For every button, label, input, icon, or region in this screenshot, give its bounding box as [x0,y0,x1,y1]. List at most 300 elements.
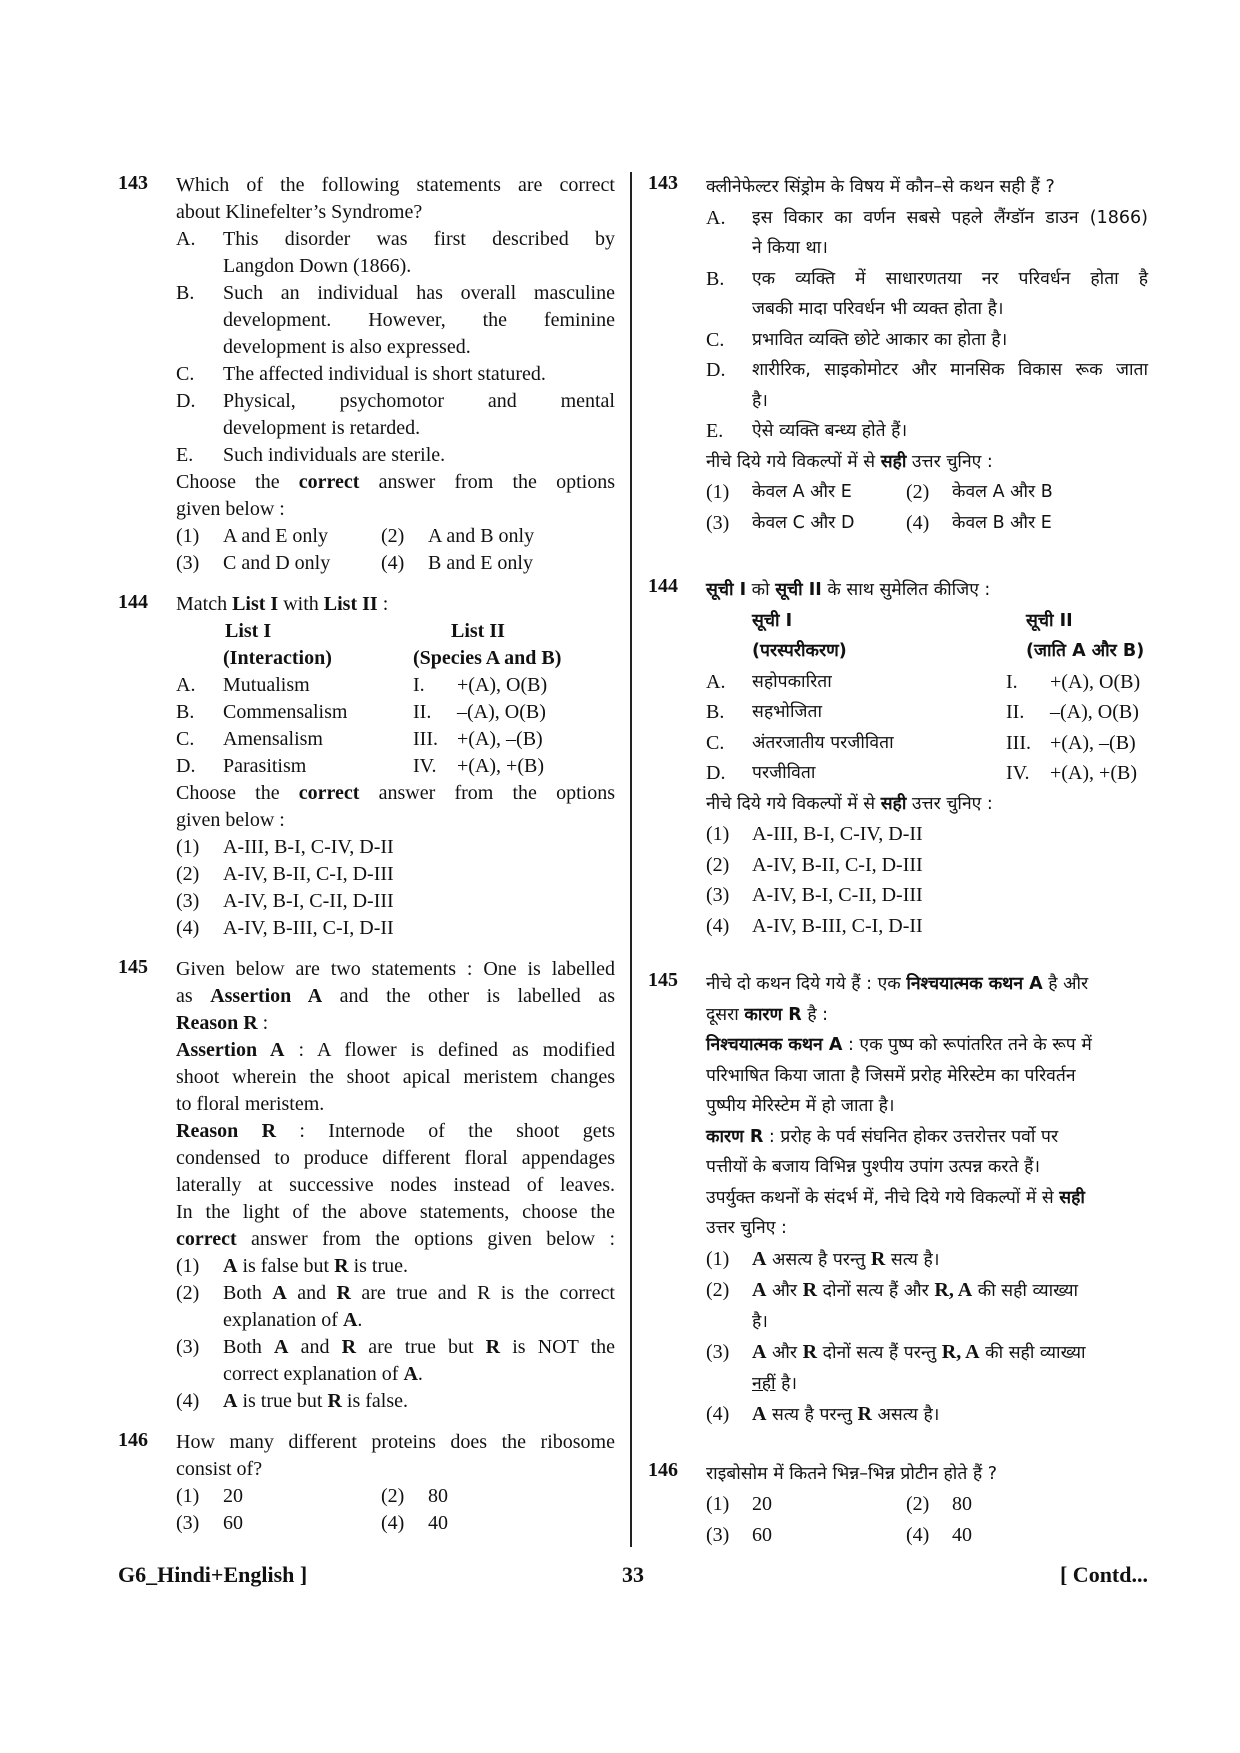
match-row-value: +(A), +(B) [457,755,544,777]
option-2[interactable] [176,861,615,888]
question-146-hi [648,1459,1148,1551]
text: की सही व्याख्या [979,1343,1086,1363]
question-144-hi [648,575,1148,941]
instruction-bold: सही [880,451,907,472]
instruction-text: उत्तर चुनिए : [906,793,993,814]
stem-text: के साथ सुमेलित कीजिए : [821,580,991,600]
question-stem [176,1010,615,1037]
option-number: (4) [176,1390,200,1412]
instruction-text: given below : [176,498,285,520]
option-1[interactable] [706,477,906,508]
option-2[interactable] [706,850,1148,881]
option-3[interactable] [176,550,381,577]
text: दोनों सत्य हैं परन्तु [817,1343,942,1363]
text: और [766,1281,803,1301]
instruction-text: Choose the [176,471,299,493]
question-143-hi [648,172,1148,538]
option-text: केवल B और E [952,512,1052,533]
option-4[interactable] [381,550,533,577]
statement-D [176,388,615,442]
question-number: 143 [118,172,148,194]
bold-R: R [327,1390,342,1412]
statement-A [176,226,615,280]
question-number: 145 [118,956,148,978]
statement-label: D. [706,359,726,381]
question-stem: about Klinefelter’s Syndrome? [176,201,423,223]
match-row-roman: II. [1006,701,1025,723]
statement-B [706,264,1148,325]
option-number: (3) [176,1336,200,1358]
option-4[interactable] [176,1388,615,1415]
bold-A: A [272,1282,287,1304]
column-divider [630,172,632,1547]
option-number: (4) [906,511,930,534]
reason-text: : प्ररोह के पर्व संघनित होकर उत्तरोत्तर पर्वो पर [763,1126,1059,1147]
bold-A: A [752,1341,767,1363]
choose-instruction [706,789,1148,820]
statement-text: Langdon Down (1866). [223,255,412,277]
assertion-text: to floral meristem. [176,1093,325,1115]
choose-instruction [176,469,615,496]
match-row-key: A. [706,670,726,693]
option-2[interactable] [381,1483,448,1510]
match-row-key: A. [176,674,196,696]
stem-bold: सूची I [706,580,747,600]
statement-text: Such an individual has overall masculine [223,282,615,304]
choose-instruction [706,447,1148,478]
match-row-species [413,672,673,699]
instruction-bold: सही [1059,1187,1085,1208]
option-1[interactable] [176,1253,615,1280]
option-text: 40 [952,1523,972,1546]
option-3[interactable] [706,1520,906,1551]
match-row-item: अंतरजातीय परजीविता [752,732,894,753]
bold-R: R [485,1336,501,1358]
option-text: A-III, B-I, C-IV, D-II [752,823,923,845]
match-row-roman: I. [1006,670,1018,693]
statement-text: जबकी मादा परिवर्धन भी व्यक्त होता है। [752,299,1004,319]
option-3[interactable] [176,888,615,915]
page-number: 33 [622,1562,644,1587]
statement-text: Such individuals are sterile. [223,444,446,466]
column-header: (परस्परीकरण) [752,641,847,661]
option-1[interactable] [176,834,615,861]
text: is true but [237,1390,328,1412]
option-1[interactable] [176,1483,381,1510]
match-row-item: सहभोजिता [752,702,822,722]
question-number: 144 [648,575,678,597]
text: Both [223,1282,273,1304]
statement-label: C. [176,363,195,385]
instruction-bold: सही [880,793,907,814]
match-row-key: B. [176,701,195,723]
option-number: (3) [706,884,730,906]
option-2[interactable] [906,1489,972,1520]
option-number: (3) [176,1512,200,1534]
match-row-item: Amensalism [223,728,323,750]
question-number: 145 [648,969,678,991]
option-number: (1) [706,1247,730,1270]
instruction-bold: correct [298,782,360,804]
bold-A: A [752,1403,767,1425]
option-3[interactable] [176,1334,615,1388]
stem-text: नीचे दो कथन दिये गये हैं : एक [706,974,907,994]
bold-A: A [752,1279,767,1301]
options-row [706,1489,1148,1520]
option-text [752,1275,1148,1337]
question-stem: Given below are two statements : One is labelled [176,958,615,980]
stem-text: : [257,1012,269,1034]
match-row-species [413,753,673,780]
match-row-value: +(A), O(B) [1050,670,1141,693]
instruction-text: answer from the options [359,471,615,493]
option-4[interactable] [381,1510,448,1537]
stem-text: Match [176,593,233,615]
match-row-item: Mutualism [223,674,310,696]
option-number: (1) [176,836,200,858]
text: is NOT the [500,1336,615,1358]
instruction [176,1226,615,1253]
match-rows [706,667,1148,789]
option-text [223,1253,408,1280]
question-stem [706,969,1148,1000]
reason-text: : Internode of the shoot gets [276,1120,615,1142]
option-number: (3) [706,511,730,534]
stem-bold: सूची II [775,580,822,600]
instruction-text: नीचे दिये गये विकल्पों में से [706,451,881,472]
assertion-label: Assertion A [176,1039,285,1061]
option-text: C and D only [223,552,331,574]
option-4[interactable] [906,508,1052,539]
option-3[interactable] [706,1337,1148,1399]
question-stem [706,1000,1148,1031]
option-number: (1) [176,1255,200,1277]
option-number: (2) [706,853,730,876]
option-text: 60 [223,1512,243,1534]
option-text: B and E only [428,552,533,574]
question-stem [176,983,615,1010]
option-1[interactable] [176,523,381,550]
statement-label: E. [176,444,194,466]
match-row-species [413,726,673,753]
reason-text: laterally at successive nodes instead of leaves. [176,1174,615,1196]
match-row-roman: III. [413,728,438,750]
option-number: (1) [176,525,200,547]
assertion-text: पुष्पीय मेरिस्टेम में हो जाता है। [706,1096,895,1116]
match-row-key: D. [706,762,726,784]
bold-A: A [223,1390,238,1412]
option-number: (3) [706,1523,730,1546]
option-text: A-IV, B-I, C-II, D-III [752,884,923,906]
hindi-column [648,172,1148,1550]
match-row-roman: IV. [1006,762,1030,784]
statement-D [706,355,1148,416]
footer-code: G6_Hindi+English ] [118,1562,308,1587]
option-3[interactable] [706,880,1148,911]
instruction-text: उत्तर चुनिए : [706,1218,787,1238]
option-text: केवल C और D [752,512,855,533]
bold-R: R [870,1247,886,1270]
option-text: केवल A और B [952,482,1053,502]
option-text: 80 [428,1485,448,1507]
question-146-en [118,1429,615,1537]
match-row-item: परजीविता [752,763,816,783]
assertion-text: परिभाषित किया जाता है जिसमें प्ररोह मेरिस्टेम का परिवर्तन [706,1065,1076,1086]
statement-text: development. However, the feminine [223,309,615,331]
question-number: 146 [118,1429,148,1451]
statement-text: ने किया था। [752,238,828,258]
option-4[interactable] [706,911,1148,942]
statement-text: शारीरिक, साइकोमोटर और मानसिक विकास रूक जाता [752,360,1148,380]
option-number: (4) [381,1512,405,1534]
text: है। [775,1373,798,1394]
option-text: A-IV, B-III, C-I, D-II [752,914,923,937]
bold-A: A [223,1255,238,1277]
english-column [118,172,615,1537]
option-text: 60 [752,1523,772,1546]
continued-label: [ Contd... [1059,1562,1148,1587]
column-header: सूची I [752,610,793,631]
question-number: 146 [648,1458,678,1481]
option-number: (3) [176,890,200,912]
question-stem: राइबोसोम में कितने भिन्न–भिन्न प्रोटीन होते हैं ? [706,1463,998,1484]
option-number: (2) [906,1493,930,1515]
bold-A: A [403,1363,418,1385]
statement-label: C. [706,328,725,351]
statement-text: development is also expressed. [223,336,471,358]
option-number: (4) [176,917,200,939]
stem-bold: Reason R [176,1012,258,1034]
match-row-roman: IV. [413,755,437,777]
question-number: 144 [118,591,148,613]
bold-R: R [336,1282,351,1304]
match-row-key: C. [706,731,725,754]
option-number: (2) [906,481,930,503]
option-text: केवल A और E [752,482,852,502]
option-1[interactable] [706,819,1148,850]
choose-instruction [176,780,615,807]
reason-text: पत्तीयों के बजाय विभिन्न पुश्पीय उपांग उत्पन्न करते हैं। [706,1157,1041,1177]
instruction-text: Choose the [176,782,299,804]
column-header: सूची II [1026,610,1073,631]
statement-label: B. [176,282,195,304]
bold-R: R [857,1403,872,1425]
question-stem [176,591,615,618]
options-row [176,1510,615,1537]
match-row-item: सहोपकारिता [752,671,832,692]
question-stem [706,575,1148,606]
bold-R: R [334,1255,349,1277]
statement-label: B. [706,267,725,290]
option-text: A-IV, B-III, C-I, D-II [223,917,394,939]
option-text [752,1399,939,1431]
statement-text: इस विकार का वर्णन सबसे पहले लैंग्डॉन डाउन (1866) [752,207,1148,228]
column-header: List I [225,620,272,642]
options-row [176,550,615,577]
text: की सही व्याख्या [972,1281,1079,1301]
text: असत्य है परन्तु [766,1249,871,1270]
statement-label: E. [706,420,724,442]
instruction-text: नीचे दिये गये विकल्पों में से [706,793,881,814]
option-text [223,1334,615,1388]
option-text: A and E only [223,525,328,547]
option-text: A-III, B-I, C-IV, D-II [223,836,394,858]
instruction-text: उपर्युक्त कथनों के संदर्भ में, नीचे दिये गये विकल्पों में से [706,1187,1060,1208]
statement-label: A. [706,206,726,229]
options-row [176,1483,615,1510]
text: is true. [348,1255,408,1277]
stem-bold: List I [232,593,279,615]
stem-text: दूसरा [706,1004,745,1025]
instruction-text: given below : [176,809,285,831]
reason-label: कारण R [706,1126,764,1147]
question-stem: How many different proteins does the ribosome [176,1431,615,1453]
match-row-species [1006,697,1206,728]
match-row-item: Commensalism [223,701,348,723]
text: are true and R is the correct [350,1282,615,1304]
option-text: 40 [428,1512,448,1534]
option-number: (2) [176,863,200,885]
option-text: A and B only [428,525,535,547]
match-row-value: –(A), O(B) [1050,701,1139,723]
statement-text: एक व्यक्ति में साधारणतया नर परिवर्धन होता है [752,268,1148,289]
option-1[interactable] [706,1244,1148,1276]
match-row-roman: II. [413,701,432,723]
text: Both [223,1336,275,1358]
match-row-roman: I. [413,674,425,696]
options-row [706,508,1148,539]
column-header: (Interaction) [223,647,332,669]
option-number: (1) [176,1485,200,1507]
stem-text: को [746,580,776,600]
options-row [706,1520,1148,1551]
option-number: (3) [176,552,200,574]
assertion-label: निश्चयात्मक कथन A [706,1035,843,1055]
option-2[interactable] [706,1275,1148,1337]
statement-A [706,203,1148,264]
text: है। [752,1311,768,1332]
option-text [752,1244,939,1276]
column-header: (जाति A और B) [1026,641,1145,661]
match-table [176,618,615,672]
text: दोनों सत्य हैं और [817,1281,935,1301]
match-row-key: B. [706,701,725,723]
question-stem: consist of? [176,1458,263,1480]
instruction [706,1183,1148,1214]
page-footer [118,1562,1148,1594]
text: are true but [356,1336,486,1358]
bold-R: R [802,1341,818,1363]
statement-label: A. [176,228,196,250]
option-text: A-IV, B-II, C-I, D-III [752,853,923,876]
stem-text: as [176,985,211,1007]
question-143-en [118,172,615,577]
option-text: 20 [752,1493,772,1515]
text: correct explanation of [223,1363,404,1385]
option-4[interactable] [906,1520,972,1551]
match-row-species [1006,728,1206,759]
statement-text: ऐसे व्यक्ति बन्ध्य होते हैं। [752,421,908,441]
option-number: (4) [706,1403,730,1425]
option-number: (2) [381,525,405,547]
statement-text: है। [752,390,768,411]
option-number: (2) [176,1282,200,1304]
option-4[interactable] [706,1399,1148,1431]
match-row-species [1006,758,1206,789]
options-row [176,523,615,550]
instruction-bold: correct [298,471,360,493]
option-text: 80 [952,1493,972,1515]
stem-bold: Assertion A [210,985,323,1007]
match-row-value: –(A), O(B) [457,701,546,723]
bold-A: A [274,1336,289,1358]
statement-B [176,280,615,361]
option-2[interactable] [176,1280,615,1334]
question-145-hi [648,969,1148,1431]
option-text [223,1388,408,1415]
match-row-key: C. [176,728,195,750]
option-3[interactable] [176,1510,381,1537]
option-number: (1) [706,481,730,503]
statement-C [176,361,615,388]
statement-text: development is retarded. [223,417,421,439]
option-number: (4) [381,552,405,574]
match-row-roman: III. [1006,731,1031,754]
assertion [176,1037,615,1064]
option-text: A-IV, B-II, C-I, D-III [223,863,394,885]
option-4[interactable] [176,915,615,942]
instruction-bold: correct [176,1228,237,1250]
option-number: (2) [706,1279,730,1301]
reason [706,1122,1148,1153]
text: सत्य है परन्तु [766,1405,858,1425]
match-row-species [413,699,673,726]
bold-A: A [342,1309,358,1331]
options-row [706,477,1148,508]
stem-text: : [377,593,389,615]
stem-text: है : [801,1004,829,1025]
underlined-text: नहीं [752,1373,776,1394]
text: और [766,1343,803,1363]
instruction-text: answer from the options given below : [236,1228,615,1250]
option-3[interactable] [706,508,906,539]
text: असत्य है। [871,1405,940,1425]
reason-text: condensed to produce different floral appendages [176,1147,615,1169]
option-number: (1) [706,1493,730,1515]
instruction-text: answer from the options [359,782,615,804]
option-text: A-IV, B-I, C-II, D-III [223,890,394,912]
statement-E [176,442,615,469]
option-1[interactable] [706,1489,906,1520]
assertion-text: : A flower is defined as modified [284,1039,615,1061]
option-2[interactable] [381,523,534,550]
option-2[interactable] [906,477,1053,508]
statement-text: Physical, psychomotor and mental [223,390,615,412]
assertion-text: shoot wherein the shoot apical meristem changes [176,1066,615,1088]
match-row-species [1006,667,1206,698]
column-header: List II [451,620,505,642]
bold-R: R [802,1279,818,1301]
stem-bold: निश्चयात्मक कथन A [906,974,1043,994]
match-row-key: D. [176,755,196,777]
statement-label: D. [176,390,196,412]
match-row-value: +(A), –(B) [1050,731,1136,754]
option-text [752,1337,1148,1399]
text: and [288,1336,342,1358]
option-number: (4) [906,1523,930,1546]
text: explanation of [223,1309,343,1331]
match-table [706,606,1148,667]
